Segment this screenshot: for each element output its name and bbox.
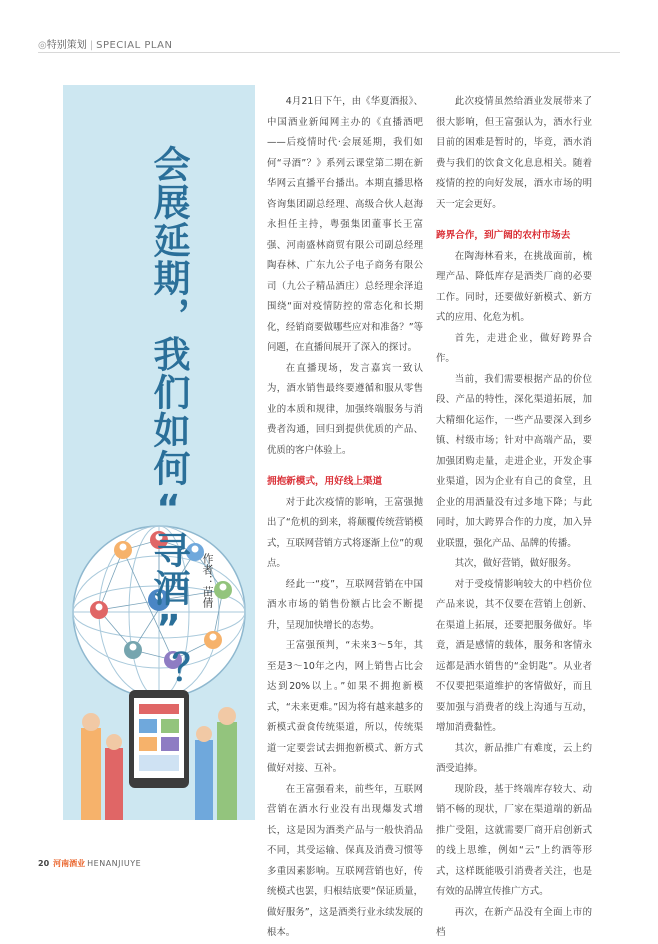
article-author: 作者：苗倩 [201, 553, 214, 608]
section-header [38, 36, 172, 51]
body-paragraph: 其次，新品推广有难度，云上约酒受追捧。 [436, 742, 592, 774]
body-paragraph: 其次，做好营销，做好服务。 [454, 558, 577, 569]
page-number: 20 [38, 859, 50, 868]
page-footer [38, 858, 141, 869]
section-title-en: SPECIAL PLAN [96, 40, 173, 51]
phone-graphic [129, 690, 189, 788]
article-column-1 [267, 92, 423, 944]
body-paragraph: 4月21日下午，由《华夏酒报》、中国酒业新闻网主办的《直播酒吧——后疫情时代·会展延期，我们如何“寻酒”？》系列云课堂第二期在新华网云直播平台播出。本期直播思格咨询集团副总经理、高级合伙人赵海永担任主持，粤强集团董事长王富强、河南盛林商贸有限公司副总经理陶春林、广东九公子电子商务有限公司（九公子精品酒庄）总经理余泽追围绕“面对疫情防控的常态化和长期化，经销商要做哪些应对和准备？”等问题，在直播间展开了深入的探讨。 [267, 96, 423, 353]
section-heading: 跨界合作，到广阔的农村市场去 [436, 230, 571, 241]
body-paragraph: 经此一“疫”，互联网营销在中国酒水市场的销售份额占比会不断提升，呈现加快增长的态势。 [267, 578, 423, 631]
header-divider: | [89, 40, 94, 51]
body-paragraph: 再次，在新产品没有全面上市的档 [436, 906, 592, 938]
section-heading: 拥抱新模式，用好线上渠道 [267, 476, 383, 487]
body-paragraph: 在直播现场，发言嘉宾一致认为，酒水销售最终要遵循和服从零售业的本质和规律，加强终端服务与消费者沟通，回归到提供优质的产品、优质的客户体验上。 [267, 362, 423, 456]
body-paragraph: 王富强预判，“未来3～5年，其至是3～10年之内，网上销售占比会达到20%以上。”如果不拥抱新模式，“未来更难。”因为将有越来越多的新模式蚕食传统渠道，所以，传统渠道一定要尝试去拥抱新模式、新方式做好对接、互补。 [267, 640, 423, 774]
body-paragraph: 在王富强看来，前些年，互联网营销在酒水行业没有出现爆发式增长，这是因为酒类产品与一般快消品不同，其受运输、保真及消费习惯等多重因素影响。互联网营销也好，传统模式也罢，归根结底要“保证质量，做好服务”，这是酒类行业永续发展的根本。 [267, 783, 423, 938]
body-paragraph: 对于此次疫情的影响，王富强抛出了“危机的到来，将颠覆传统营销模式，互联网营销方式将逐渐上位”的观点。 [267, 496, 423, 569]
body-paragraph: 对于受疫情影响较大的中档价位产品来说，其不仅要在营销上创新、在渠道上拓展，还要把服务做好。毕竟，酒是感情的载体，服务和客情永远都是酒水销售的“金钥匙”。从业者不仅要把渠道维护的客情做好，而且要加强与消费者的线上沟通与互动，增加消费黏性。 [436, 578, 592, 733]
section-title-cn: 特别策划 [46, 40, 87, 51]
body-paragraph: 现阶段，基于终端库存较大、动销不畅的现状，厂家在渠道端的新品推广受阻，这就需要厂商开启创新式的线上思维，例如“云”上约酒等形式，这样既能吸引消费者关注，也是有效的品牌宣传推广方式。 [436, 783, 592, 897]
body-paragraph: 此次疫情虽然给酒业发展带来了很大影响，但王富强认为，酒水行业目前的困难是暂时的，毕竟，酒水消费与我们的饮食文化息息相关。随着疫情的控的向好发展，酒水市场的明天一定会更好。 [436, 96, 592, 210]
header-rule [38, 52, 620, 53]
body-paragraph: 首先，走进企业，做好跨界合作。 [436, 332, 592, 364]
article-title: 会展延期，我们如何“寻酒”？ [147, 145, 190, 689]
bullet-circle-icon: ◎ [38, 40, 47, 51]
body-paragraph: 当前，我们需要根据产品的价位段、产品的特性，深化渠道拓展，加大精细化运作，一些产品要深入到乡镇、村级市场；针对中高端产品，要加强团购走量，走进企业，开发企事业渠道，因为企业有自己的食堂，且企业的用酒量没有过多地下降；与此同时，加大跨界合作的力度，加入异业联盟，强化产品、品牌的传播。 [436, 373, 592, 549]
magazine-name-cn: 河南酒业 [53, 859, 86, 868]
article-column-2 [436, 92, 592, 944]
body-paragraph: 在陶海林看来，在挑战面前，梳理产品、降低库存是酒类厂商的必要工作。同时，还要做好新模式、新方式的应用、化危为机。 [436, 250, 592, 323]
magazine-name-en: HENANJIUYE [87, 859, 142, 868]
